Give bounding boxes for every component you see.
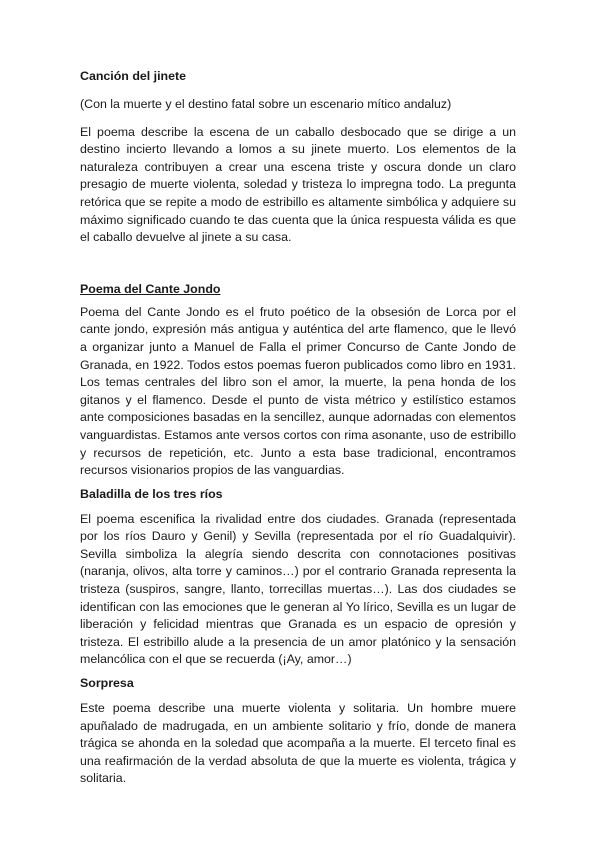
section-body: El poema describe la escena de un caballo desbocado que se dirige a un destino incierto llevando a lomos a su jinete muerto. Los elementos de la naturaleza contribuyen a crear una escena triste y oscura donde un claro presagio de muerte violenta, soledad y tristeza lo impregna todo. La pregunta retórica que se repite a modo de estribillo es altamente simbólica y adquiere su máximo significado cuando te das cuenta que la única respuesta válida es que el caballo devuelve al jinete a su casa. [80, 124, 516, 245]
section-title: Baladilla de los tres ríos [80, 486, 223, 501]
section-sorpresa [80, 675, 516, 788]
section-title: Sorpresa [80, 676, 134, 691]
section-title: Canción del jinete [80, 69, 187, 83]
section-baladilla-de-los-tres-rios [80, 486, 516, 669]
document-page [80, 68, 516, 788]
section-body: Este poema describe una muerte violenta y solitaria. Un hombre muere apuñalado de madrugada, en un ambiente solitario y frío, donde de manera trágica se ahonda en la soledad que acompaña a la muerte. El terceto final es una reafirmación de la verdad absoluta de que la muerte es violenta, trágica y solitaria. [80, 701, 516, 786]
section-body: El poema escenifica la rivalidad entre dos ciudades. Granada (representada por los ríos Dauro y Genil) y Sevilla (representada por el río Guadalquivir). Sevilla simboliza la alegría siendo descrita con connotaciones positivas (naranja, olivos, alta torre y caminos…) por el contrario Granada representa la tristeza (suspiros, sangre, llanto, torrecillas muertas…). Las dos ciudades se identifican con las emociones que le generan al Yo lírico, Sevilla es un lugar de liberación y felicidad mientras que Granada es un espacio de opresión y tristeza. El estribillo alude a la presencia de un amor platónico y la sensación melancólica con el que se recuerda (¡Ay, amor…) [80, 511, 516, 667]
section-poema-del-cante-jondo [80, 281, 516, 480]
section-body: Poema del Cante Jondo es el fruto poético de la obsesión de Lorca por el cante jondo, expresión más antigua y auténtica del arte flamenco, que le llevó a organizar junto a Manuel de Falla el primer Concurso de Cante Jondo de Granada, en 1922. Todos estos poemas fueron publicados como libro en 1931. Los temas centrales del libro son el amor, la muerte, la pena honda de los gitanos y el flamenco. Desde el punto de vista métrico y estilístico estamos ante composiciones basadas en la sencillez, aunque adornadas con elementos vanguardistas. Estamos ante versos cortos con rima asonante, uso de estribillo y recursos de repetición, etc. Junto a esta base tradicional, encontramos recursos visionarios propios de las vanguardias. [80, 304, 516, 478]
section-subtitle: (Con la muerte y el destino fatal sobre un escenario mítico andaluz) [80, 97, 452, 111]
section-title: Poema del Cante Jondo [80, 281, 221, 296]
section-cancion-del-jinete [80, 68, 516, 247]
